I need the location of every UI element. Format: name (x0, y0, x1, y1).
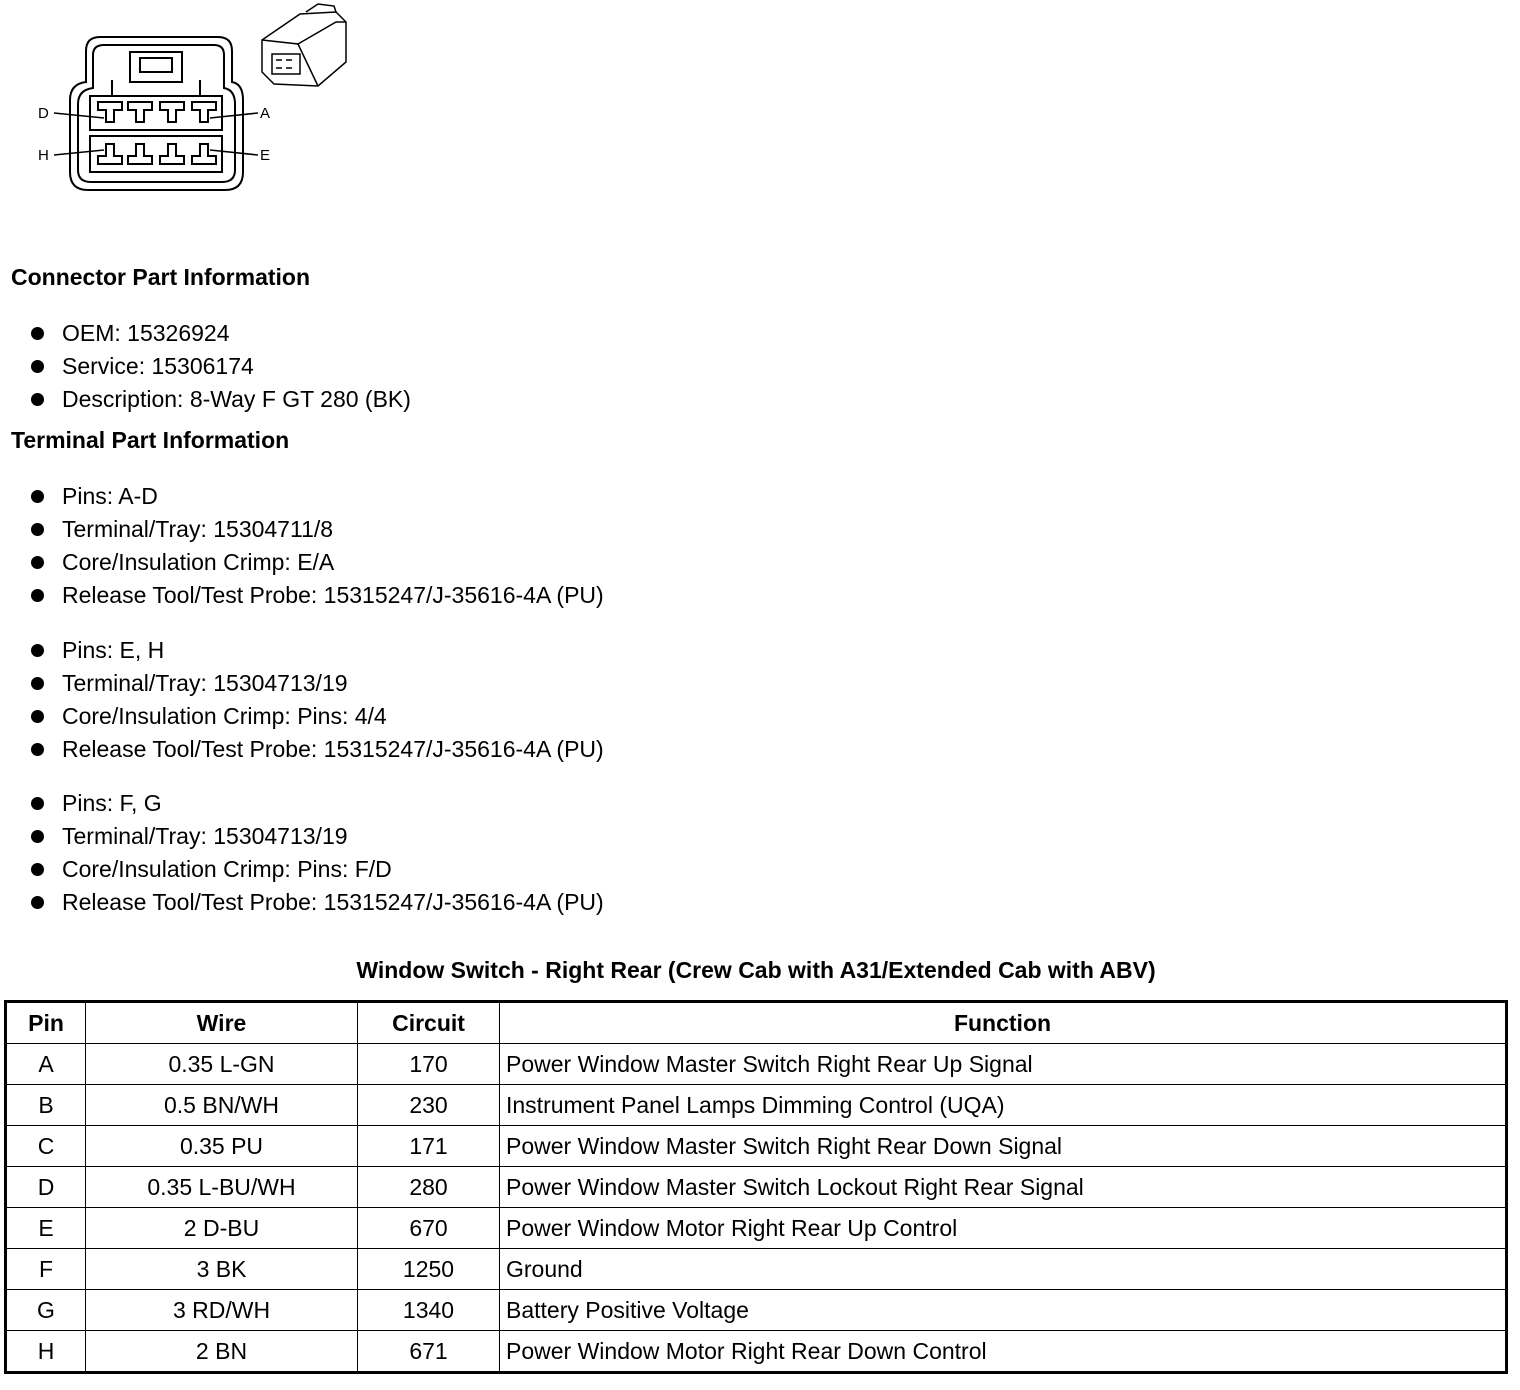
list-item: Release Tool/Test Probe: 15315247/J-35616-4A (PU) (0, 579, 604, 612)
cell-function: Battery Positive Voltage (500, 1290, 1507, 1331)
list-item: Description: 8-Way F GT 280 (BK) (0, 383, 411, 416)
list-item: Core/Insulation Crimp: Pins: 4/4 (0, 700, 604, 733)
connector-info-list (0, 317, 411, 416)
cell-wire: 0.35 PU (86, 1126, 358, 1167)
pin-label-h: H (38, 147, 49, 164)
header-wire: Wire (86, 1002, 358, 1044)
table-header-row (6, 1002, 1507, 1044)
terminal-group-2 (0, 634, 604, 766)
list-item: Release Tool/Test Probe: 15315247/J-35616-4A (PU) (0, 733, 604, 766)
table-row (6, 1331, 1507, 1373)
cell-circuit: 280 (358, 1167, 500, 1208)
cell-pin: A (6, 1044, 86, 1085)
list-item: Terminal/Tray: 15304713/19 (0, 667, 604, 700)
cell-function: Power Window Master Switch Right Rear Down Signal (500, 1126, 1507, 1167)
header-circuit: Circuit (358, 1002, 500, 1044)
pin-label-e: E (260, 147, 271, 164)
connector-thumbnail-icon (262, 4, 346, 86)
connector-info-heading: Connector Part Information (11, 264, 311, 290)
cell-circuit: 1340 (358, 1290, 500, 1331)
list-item: Pins: A-D (0, 480, 604, 513)
pinout-table (4, 1000, 1508, 1374)
cell-wire: 3 BK (86, 1249, 358, 1290)
list-item: Release Tool/Test Probe: 15315247/J-35616-4A (PU) (0, 886, 604, 919)
cell-circuit: 170 (358, 1044, 500, 1085)
cell-pin: B (6, 1085, 86, 1126)
cell-wire: 0.5 BN/WH (86, 1085, 358, 1126)
terminal-group-3 (0, 787, 604, 919)
list-item: Pins: E, H (0, 634, 604, 667)
list-item: Terminal/Tray: 15304711/8 (0, 513, 604, 546)
table-row (6, 1085, 1507, 1126)
cell-function: Power Window Master Switch Right Rear Up Signal (500, 1044, 1507, 1085)
cell-function: Power Window Motor Right Rear Up Control (500, 1208, 1507, 1249)
table-title: Window Switch - Right Rear (Crew Cab with A31/Extended Cab with ABV) (356, 957, 1156, 983)
terminal-group-1 (0, 480, 604, 612)
list-item: Terminal/Tray: 15304713/19 (0, 820, 604, 853)
cell-wire: 2 BN (86, 1331, 358, 1373)
list-item: Core/Insulation Crimp: E/A (0, 546, 604, 579)
table-row (6, 1167, 1507, 1208)
table-row (6, 1044, 1507, 1085)
pin-label-d: D (38, 105, 49, 122)
table-row (6, 1249, 1507, 1290)
cell-function: Ground (500, 1249, 1507, 1290)
cell-circuit: 670 (358, 1208, 500, 1249)
list-item: Core/Insulation Crimp: Pins: F/D (0, 853, 604, 886)
list-item: Service: 15306174 (0, 350, 411, 383)
cell-pin: D (6, 1167, 86, 1208)
list-item: Pins: F, G (0, 787, 604, 820)
connector-diagram (0, 0, 360, 200)
cell-wire: 0.35 L-BU/WH (86, 1167, 358, 1208)
cell-pin: G (6, 1290, 86, 1331)
pin-label-a: A (260, 105, 271, 122)
cell-pin: C (6, 1126, 86, 1167)
cell-wire: 0.35 L-GN (86, 1044, 358, 1085)
header-function: Function (500, 1002, 1507, 1044)
list-item: OEM: 15326924 (0, 317, 411, 350)
table-row (6, 1126, 1507, 1167)
cell-function: Instrument Panel Lamps Dimming Control (UQA) (500, 1085, 1507, 1126)
cell-function: Power Window Master Switch Lockout Right Rear Signal (500, 1167, 1507, 1208)
terminal-info-heading: Terminal Part Information (11, 427, 290, 453)
cell-pin: F (6, 1249, 86, 1290)
cell-circuit: 171 (358, 1126, 500, 1167)
cell-wire: 3 RD/WH (86, 1290, 358, 1331)
cell-pin: H (6, 1331, 86, 1373)
cell-function: Power Window Motor Right Rear Down Control (500, 1331, 1507, 1373)
table-row (6, 1290, 1507, 1331)
cell-circuit: 671 (358, 1331, 500, 1373)
cell-wire: 2 D-BU (86, 1208, 358, 1249)
cell-circuit: 230 (358, 1085, 500, 1126)
cell-circuit: 1250 (358, 1249, 500, 1290)
table-row (6, 1208, 1507, 1249)
cell-pin: E (6, 1208, 86, 1249)
header-pin: Pin (6, 1002, 86, 1044)
